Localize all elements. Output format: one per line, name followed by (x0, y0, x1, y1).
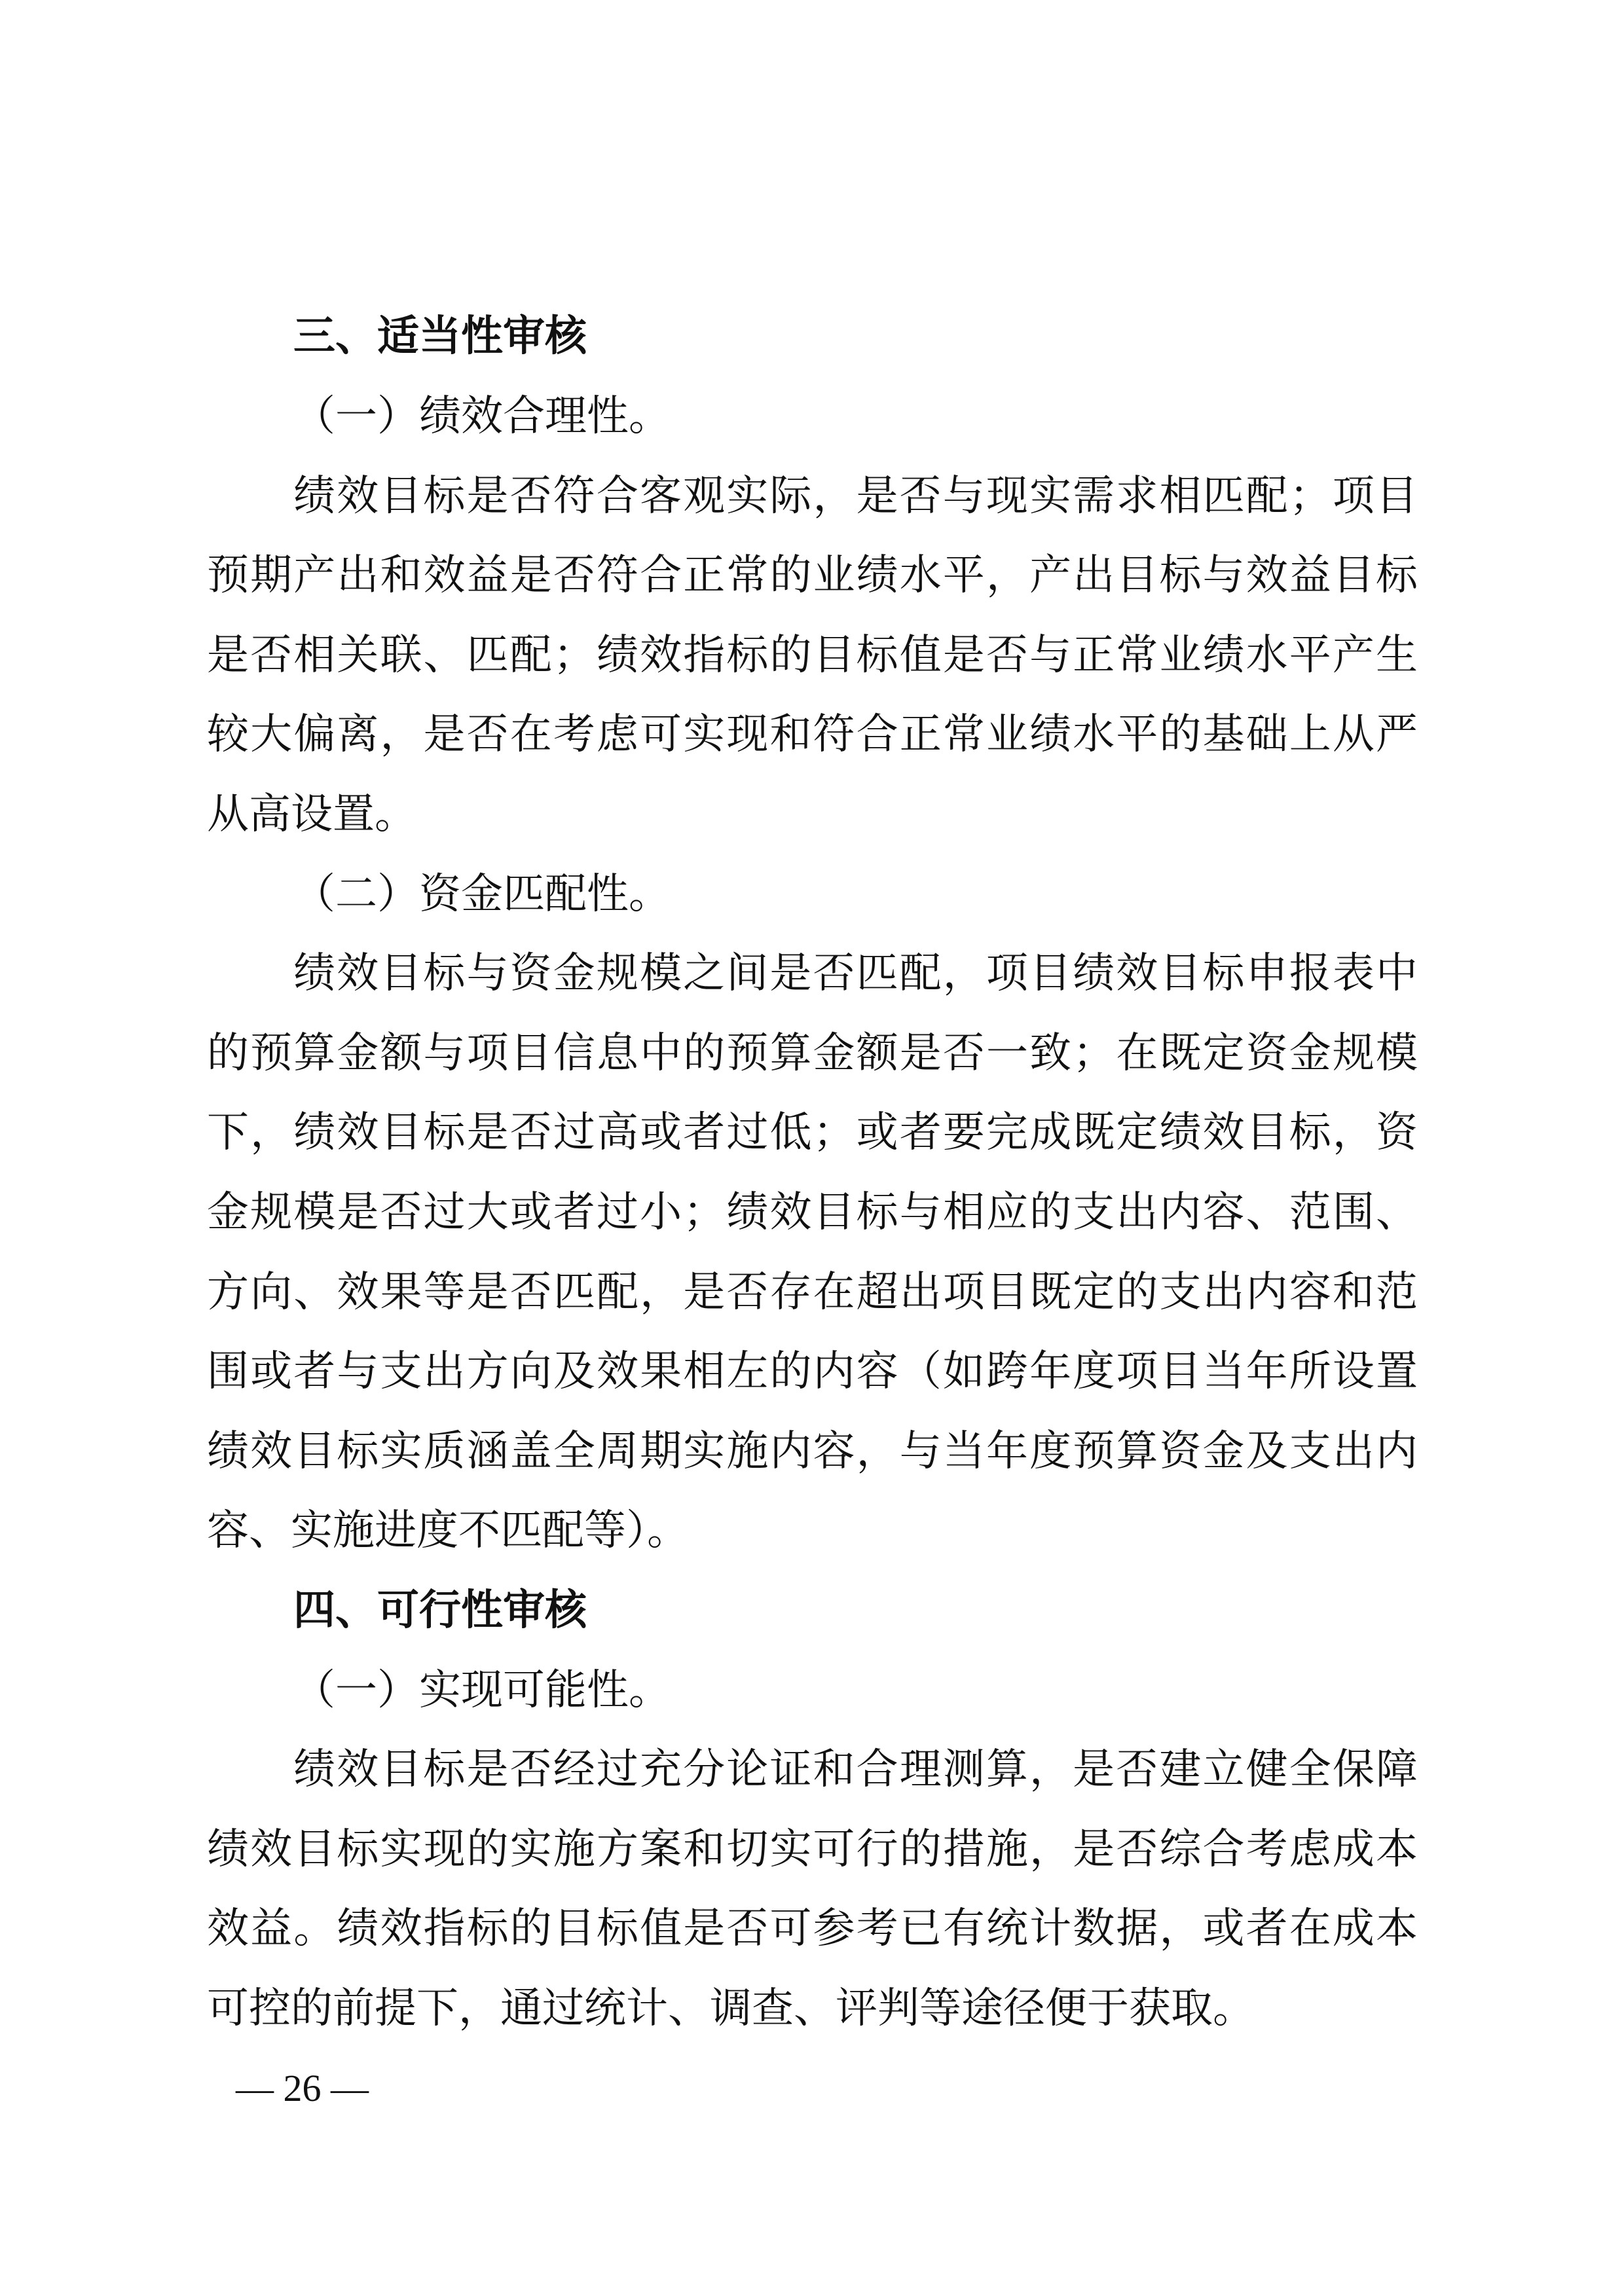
paragraph-line: 下，绩效目标是否过高或者过低；或者要完成既定绩效目标，资 (207, 1108, 1418, 1157)
section-heading: 四、可行性审核 (293, 1586, 587, 1635)
paragraph-line: 围或者与支出方向及效果相左的内容（如跨年度项目当年所设置 (207, 1347, 1418, 1396)
paragraph-line: 绩效目标是否经过充分论证和合理测算，是否建立健全保障 (293, 1745, 1418, 1794)
paragraph-line: 预期产出和效益是否符合正常的业绩水平，产出目标与效益目标 (207, 551, 1418, 600)
paragraph-line: 效益。绩效指标的目标值是否可参考已有统计数据，或者在成本 (207, 1904, 1418, 1953)
paragraph-line: 金规模是否过大或者过小；绩效目标与相应的支出内容、范围、 (207, 1188, 1418, 1237)
paragraph-line: 较大偏离，是否在考虑可实现和符合正常业绩水平的基础上从严 (207, 710, 1418, 759)
page-number: — 26 — (236, 2067, 369, 2109)
subsection-title: （二）资金匹配性。 (293, 870, 671, 919)
paragraph-line: 绩效目标与资金规模之间是否匹配，项目绩效目标申报表中 (293, 949, 1418, 998)
subsection-title: （一）绩效合理性。 (293, 392, 671, 441)
section-heading: 三、适当性审核 (293, 312, 587, 361)
paragraph-line: 绩效目标实现的实施方案和切实可行的措施，是否综合考虑成本 (207, 1825, 1418, 1874)
paragraph-line: 的预算金额与项目信息中的预算金额是否一致；在既定资金规模 (207, 1029, 1418, 1078)
paragraph-line: 从高设置。 (207, 790, 416, 839)
subsection-title: （一）实现可能性。 (293, 1666, 671, 1715)
paragraph-line: 容、实施进度不匹配等）。 (207, 1506, 689, 1555)
paragraph-line: 绩效目标实质涵盖全周期实施内容，与当年度预算资金及支出内 (207, 1427, 1418, 1476)
paragraph-line: 绩效目标是否符合客观实际，是否与现实需求相匹配；项目 (293, 472, 1418, 520)
paragraph-line: 方向、效果等是否匹配，是否存在超出项目既定的支出内容和范 (207, 1268, 1418, 1317)
paragraph-line: 是否相关联、匹配；绩效指标的目标值是否与正常业绩水平产生 (207, 631, 1418, 680)
paragraph-line: 可控的前提下，通过统计、调查、评判等途径便于获取。 (207, 1984, 1255, 2033)
